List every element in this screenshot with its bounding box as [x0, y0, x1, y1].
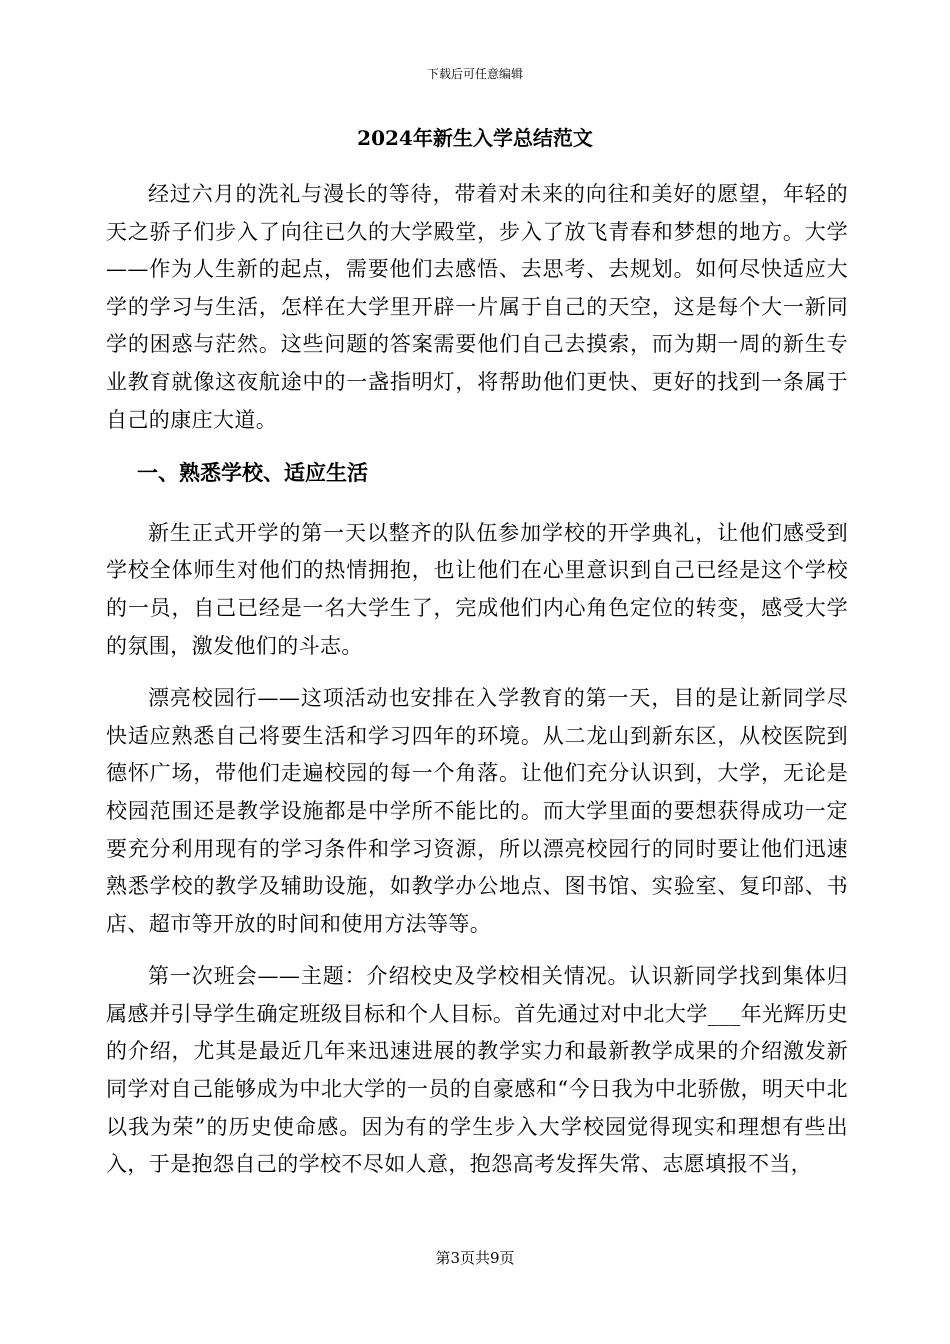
section1-paragraph-1: 新生正式开学的第一天以整齐的队伍参加学校的开学典礼，让他们感受到学校全体师生对他们的热情拥抱，也让他们在心里意识到自己已经是这个学校的一员，自己已经是一名大学生了，完成他们内心角色定位的转变，感受大学的氛围，激发他们的斗志。 [106, 520, 848, 658]
header-note: 下载后可任意编辑 [426, 67, 523, 81]
paragraph-text-before-blank: 第一次班会——主题：介绍校史及学校相关情况。认识新同学找到集体归属感并引导学生确定班级目标和个人目标。首先通过对中北大学 [106, 964, 848, 1026]
document-title: 2024年新生入学总结范文 [357, 126, 593, 150]
section1-paragraph-2: 漂亮校园行——这项活动也安排在入学教育的第一天，目的是让新同学尽快适应熟悉自己将要生活和学习四年的环境。从二龙山到新东区，从校医院到德怀广场，带他们走遍校园的每一个角落。让他们充分认识到，大学，无论是校园范围还是教学设施都是中学所不能比的。而大学里面的要想获得成功一定要充分利用现有的学习条件和学习资源，所以漂亮校园行的同时要让他们迅速熟悉学校的教学及辅助设施，如教学办公地点、图书馆、实验室、复印部、书店、超市等开放的时间和使用方法等等。 [106, 686, 848, 936]
section1-paragraph-3 [106, 958, 848, 1184]
paragraph-text-after-blank: 年光辉历史的介绍，尤其是最近几年来迅速进展的教学实力和最新教学成果的介绍激发新同学对自己能够成为中北大学的一员的自豪感和“今日我为中北骄傲，明天中北以我为荣”的历史使命感。因为有的学生步入大学校园觉得现实和理想有些出入，于是抱怨自己的学校不尽如人意，抱怨高考发挥失常、志愿填报不当， [106, 1001, 848, 1177]
intro-paragraph: 经过六月的洗礼与漫长的等待，带着对未来的向往和美好的愿望，年轻的天之骄子们步入了向往已久的大学殿堂，步入了放飞青春和梦想的地方。大学——作为人生新的起点，需要他们去感悟、去思考、去规划。如何尽快适应大学的学习与生活，怎样在大学里开辟一片属于自己的天空，这是每个大一新同学的困惑与茫然。这些问题的答案需要他们自己去摸索，而为期一周的新生专业教育就像这夜航途中的一盏指明灯，将帮助他们更快、更好的找到一条属于自己的康庄大道。 [106, 182, 848, 432]
fill-in-blank: ___ [707, 1001, 741, 1026]
document-body [106, 176, 848, 1184]
page-footer: 第3页共9页 [435, 1249, 515, 1267]
section-heading-1: 一、熟悉学校、适应生活 [137, 460, 368, 486]
